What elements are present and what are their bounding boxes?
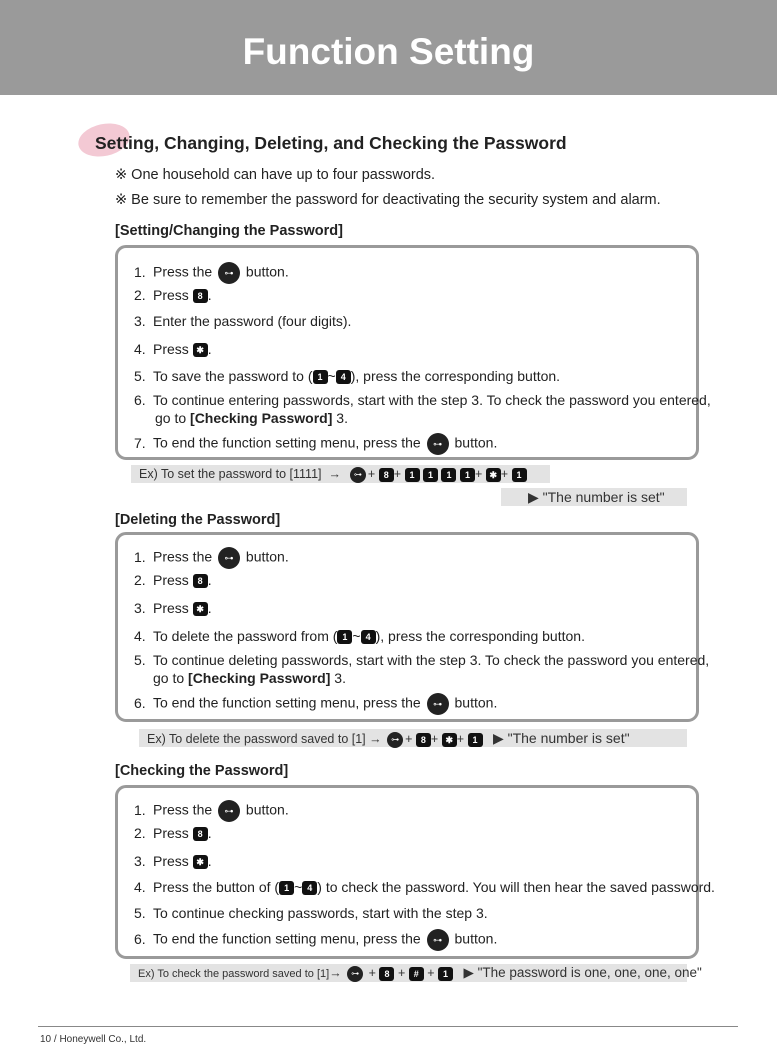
key-hash-icon: # <box>409 967 424 981</box>
setting-step-5: 5. To save the password to ( 1 ~ 4 ), press the corresponding button. <box>134 368 561 384</box>
key-8-icon: 8 <box>379 967 394 981</box>
page-title: Function Setting <box>242 31 535 72</box>
key-1-icon: 1 <box>460 468 475 482</box>
checking-title: [Checking the Password] <box>115 763 289 779</box>
setting-step-4: 4. Press ✱ . <box>134 341 212 357</box>
key-1-icon: 1 <box>313 370 328 384</box>
checking-steps-box <box>115 785 715 959</box>
function-key-icon: ⊶ <box>350 467 366 483</box>
checking-step-5: 5. To continue checking passwords, start with the step 3. <box>134 905 488 921</box>
function-key-icon: ⊶ <box>347 966 363 982</box>
function-key-icon: ⊶ <box>427 929 449 951</box>
setting-step-3: 3. Enter the password (four digits). <box>134 313 352 329</box>
function-key-icon: ⊶ <box>427 693 449 715</box>
footer-divider <box>38 1026 738 1027</box>
page-header <box>0 0 777 95</box>
key-1-icon: 1 <box>438 967 453 981</box>
key-4-icon: 4 <box>361 630 376 644</box>
key-star-icon: ✱ <box>486 468 501 482</box>
deleting-step-4: 4. To delete the password from ( 1 ~ 4 ), press the corresponding button. <box>134 628 585 644</box>
key-4-icon: 4 <box>336 370 351 384</box>
key-4-icon: 4 <box>302 881 317 895</box>
checking-step-2: 2. Press 8 . <box>134 825 212 841</box>
setting-title: [Setting/Changing the Password] <box>115 223 343 239</box>
checking-step-6: 6. To end the function setting menu, press the ⊶ button. <box>134 929 497 951</box>
footer-text: 10 / Honeywell Co., Ltd. <box>40 1034 147 1045</box>
key-star-icon: ✱ <box>442 733 457 747</box>
checking-step-1: 1. Press the ⊶ button. <box>134 800 289 822</box>
function-key-icon: ⊶ <box>218 800 240 822</box>
setting-example: Ex) To set the password to [1111] → ⊶ + 8 + 1 1 1 1 + ✱ + 1 <box>131 465 550 483</box>
key-1-icon: 1 <box>441 468 456 482</box>
section-title: Setting, Changing, Deleting, and Checking the Password <box>95 133 567 153</box>
function-key-icon: ⊶ <box>427 433 449 455</box>
key-8-icon: 8 <box>416 733 431 747</box>
function-key-icon: ⊶ <box>218 262 240 284</box>
deleting-step-5: 5. To continue deleting passwords, start with the step 3. To check the password you entered, <box>134 652 710 668</box>
key-1-icon: 1 <box>405 468 420 482</box>
deleting-title: [Deleting the Password] <box>115 512 281 528</box>
deleting-example: Ex) To delete the password saved to [1] → ⊶ + 8 + ✱ + 1 ▶ "The number is set" <box>139 729 687 747</box>
key-8-icon: 8 <box>193 289 208 303</box>
checking-example: Ex) To check the password saved to [1]→ ⊶ + 8 + # + 1 ▶ "The password is one, one, one, one" <box>130 964 687 982</box>
deleting-step-3: 3. Press ✱ . <box>134 600 212 616</box>
key-1-icon: 1 <box>512 468 527 482</box>
setting-step-1: 1. Press the ⊶ button. <box>134 262 289 284</box>
key-star-icon: ✱ <box>193 343 208 357</box>
setting-step-6: 6. To continue entering passwords, start with the step 3. To check the password you entered, <box>134 392 711 408</box>
deleting-step-5-cont: go to [Checking Password] 3. <box>153 670 346 686</box>
key-8-icon: 8 <box>193 827 208 841</box>
checking-step-3: 3. Press ✱ . <box>134 853 212 869</box>
function-key-icon: ⊶ <box>387 732 403 748</box>
key-8-icon: 8 <box>193 574 208 588</box>
setting-steps-box <box>115 245 711 460</box>
setting-step-2: 2. Press 8 . <box>134 287 212 303</box>
key-star-icon: ✱ <box>193 855 208 869</box>
key-1-icon: 1 <box>468 733 483 747</box>
key-1-icon: 1 <box>423 468 438 482</box>
key-1-icon: 1 <box>279 881 294 895</box>
key-star-icon: ✱ <box>193 602 208 616</box>
deleting-steps-box <box>115 532 710 722</box>
checking-step-4: 4. Press the button of ( 1 ~ 4 ) to check the password. You will then hear the saved password. <box>134 879 715 895</box>
setting-step-6-cont: go to [Checking Password] 3. <box>155 410 348 426</box>
setting-step-7: 7. To end the function setting menu, press the ⊶ button. <box>134 433 497 455</box>
deleting-step-6: 6. To end the function setting menu, press the ⊶ button. <box>134 693 497 715</box>
checking-result: ▶ "The password is one, one, one, one" <box>463 965 702 980</box>
deleting-step-2: 2. Press 8 . <box>134 572 212 588</box>
setting-result: ▶ "The number is set" <box>501 488 687 506</box>
function-key-icon: ⊶ <box>218 547 240 569</box>
deleting-step-1: 1. Press the ⊶ button. <box>134 547 289 569</box>
key-8-icon: 8 <box>379 468 394 482</box>
deleting-result: ▶ "The number is set" <box>492 730 630 746</box>
key-1-icon: 1 <box>337 630 352 644</box>
note-remember: ※ Be sure to remember the password for deactivating the security system and alarm. <box>115 192 661 208</box>
note-household: ※ One household can have up to four passwords. <box>115 167 436 183</box>
